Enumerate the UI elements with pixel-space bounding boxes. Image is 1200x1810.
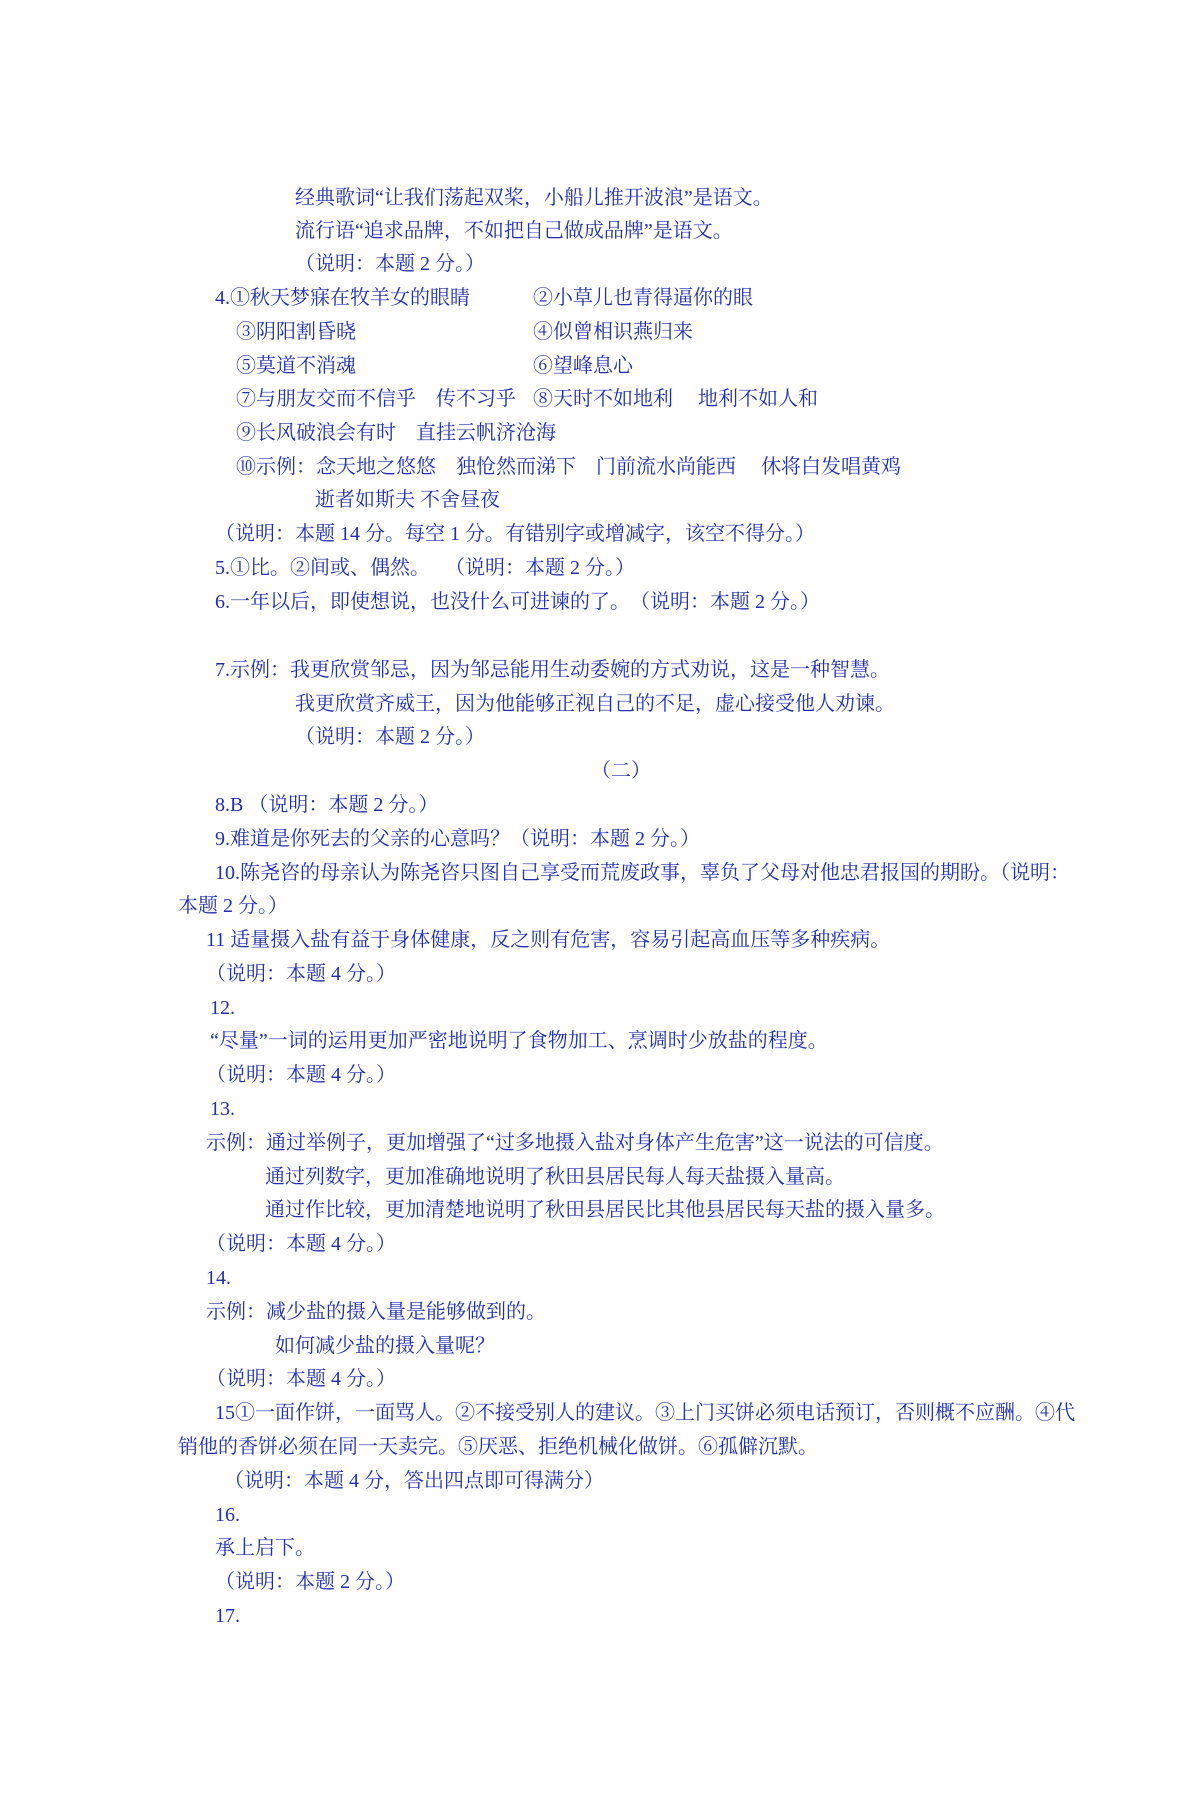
- q12-note: （说明：本题 4 分。）: [206, 1064, 396, 1086]
- q4-note: （说明：本题 14 分。每空 1 分。有错别字或增减字，该空不得分。）: [215, 523, 815, 545]
- q7-note: （说明：本题 2 分。）: [295, 726, 485, 748]
- q4-item-4: ④似曾相识燕归来: [533, 321, 693, 343]
- q4-item-10-continued: 逝者如斯夫 不舍昼夜: [315, 489, 500, 511]
- q4-item-9: ⑨长风破浪会有时 直挂云帆济沧海: [236, 422, 556, 444]
- q4-item-10: ⑩示例：念天地之悠悠 独怆然而涕下 门前流水尚能西 休将白发唱黄鸡: [236, 456, 901, 478]
- q3-example-lyrics: 经典歌词“让我们荡起双桨，小船儿推开波浪”是语文。: [295, 187, 773, 209]
- q8-answer: 8.B （说明：本题 2 分。）: [215, 794, 439, 816]
- q4-item-5: ⑤莫道不消魂: [236, 355, 356, 377]
- q14-note: （说明：本题 4 分。）: [206, 1368, 396, 1390]
- q3-example-slogan: 流行语“追求品牌，不如把自己做成品牌”是语文。: [295, 220, 733, 242]
- q7-line-1: 7.示例：我更欣赏邹忌，因为邹忌能用生动委婉的方式劝说，这是一种智慧。: [215, 659, 890, 681]
- q17-number: 17.: [215, 1605, 240, 1627]
- q6-answer: 6.一年以后，即使想说，也没什么可进谏的了。 （说明：本题 2 分。）: [215, 591, 820, 613]
- q4-item-1: 4.①秋天梦寐在牧羊女的眼睛: [215, 287, 470, 309]
- q13-line-3: 通过作比较，更加清楚地说明了秋田县居民比其他县居民每天盐的摄入量多。: [265, 1199, 945, 1221]
- q12-number: 12.: [210, 997, 235, 1019]
- q4-item-7: ⑦与朋友交而不信乎 传不习乎: [236, 388, 516, 410]
- q10-line-2: 本题 2 分。）: [178, 895, 288, 917]
- q15-line-2: 销他的香饼必须在同一天卖完。⑤厌恶、拒绝机械化做饼。⑥孤僻沉默。: [178, 1436, 818, 1458]
- q4-item-2: ②小草儿也青得逼你的眼: [533, 287, 753, 309]
- q4-item-8: ⑧天时不如地利 地利不如人和: [533, 388, 818, 410]
- q7-line-2: 我更欣赏齐威王，因为他能够正视自己的不足，虚心接受他人劝谏。: [295, 693, 895, 715]
- q10-line-1: 10.陈尧咨的母亲认为陈尧咨只图自己享受而荒废政事，辜负了父母对他忠君报国的期盼。（说明：: [215, 862, 1070, 884]
- q14-number: 14.: [206, 1267, 231, 1289]
- q12-answer: “尽量”一词的运用更加严密地说明了食物加工、烹调时少放盐的程度。: [210, 1030, 828, 1052]
- q11-answer: 11 适量摄入盐有益于身体健康，反之则有危害，容易引起高血压等多种疾病。: [206, 929, 891, 951]
- q16-number: 16.: [215, 1504, 240, 1526]
- q3-note: （说明：本题 2 分。）: [295, 253, 485, 275]
- q9-answer: 9.难道是你死去的父亲的心意吗？（说明：本题 2 分。）: [215, 828, 700, 850]
- q4-item-6: ⑥望峰息心: [533, 355, 633, 377]
- q13-line-2: 通过列数字，更加准确地说明了秋田县居民每人每天盐摄入量高。: [265, 1166, 845, 1188]
- q15-note: （说明：本题 4 分，答出四点即可得满分）: [224, 1470, 604, 1492]
- q13-number: 13.: [210, 1098, 235, 1120]
- q15-line-1: 15①一面作饼，一面骂人。②不接受别人的建议。③上门买饼必须电话预订，否则概不应酬。④代: [215, 1402, 1075, 1424]
- q11-note: （说明：本题 4 分。）: [206, 963, 396, 985]
- q5-answer: 5.①比。②间或、偶然。 （说明：本题 2 分。）: [215, 557, 635, 579]
- q14-line-1: 示例：减少盐的摄入量是能够做到的。: [206, 1301, 546, 1323]
- q4-item-3: ③阴阳割昏晓: [236, 321, 356, 343]
- q16-note: （说明：本题 2 分。）: [215, 1571, 405, 1593]
- q13-note: （说明：本题 4 分。）: [206, 1233, 396, 1255]
- q16-answer: 承上启下。: [215, 1537, 315, 1559]
- section-2-heading: （二）: [591, 760, 651, 782]
- q13-line-1: 示例：通过举例子，更加增强了“过多地摄入盐对身体产生危害”这一说法的可信度。: [206, 1132, 944, 1154]
- q14-line-2: 如何减少盐的摄入量呢？: [275, 1335, 495, 1357]
